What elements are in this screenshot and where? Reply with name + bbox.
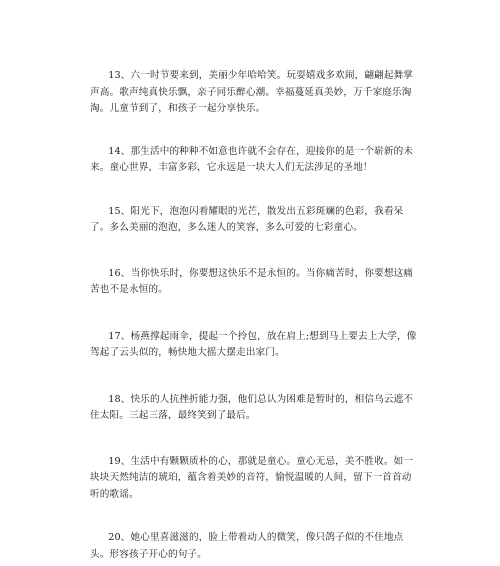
- paragraph-15: 15、阳光下，泡泡闪着耀眼的光芒，散发出五彩斑斓的色彩，我看呆了。多么美丽的泡泡，多么迷人的笑容，多么可爱的七彩童心。: [90, 205, 404, 233]
- paragraph-20: 20、她心里喜滋滋的，脸上带着动人的微笑，像只鸽子似的不住地点头。形容孩子开心的句子。: [90, 532, 404, 560]
- paragraph-13: 13、六一时节要来到，美丽少年哈哈笑。玩耍嬉戏多欢闹，翩翩起舞掌声高。歌声纯真快乐飘，亲子同乐醉心潮。幸福蔓延真美妙，万千家庭乐淘淘。儿童节到了，和孩子一起分享快乐。: [90, 70, 414, 114]
- paragraph-19: 19、生活中有颗颗质朴的心，那就是童心。童心无忌，美不胜收。如一块块天然纯洁的琥珀，蕴含着美妙的音符，愉悦温暖的人间，留下一首首动听的歌谣。: [90, 455, 414, 500]
- paragraph-18: 18、快乐的人抗挫折能力强，他们总认为困难是暂时的，相信乌云遮不住太阳。三起三落，最终笑到了最后。: [90, 393, 414, 421]
- paragraph-17: 17、杨燕撑起雨伞，提起一个拎包，放在肩上;想到马上要去上大学，像驾起了云头似的，畅快地大摇大摆走出家门。: [90, 330, 417, 358]
- paragraph-14: 14、那生活中的种种不如意也许就不会存在，迎接你的是一个崭新的未来。童心世界，丰富多彩，它永远是一块大人们无法涉足的圣地！: [90, 145, 414, 173]
- paragraph-16: 16、当你快乐时，你要想这快乐不是永恒的。当你痛苦时，你要想这痛苦也不是永恒的。: [90, 267, 414, 295]
